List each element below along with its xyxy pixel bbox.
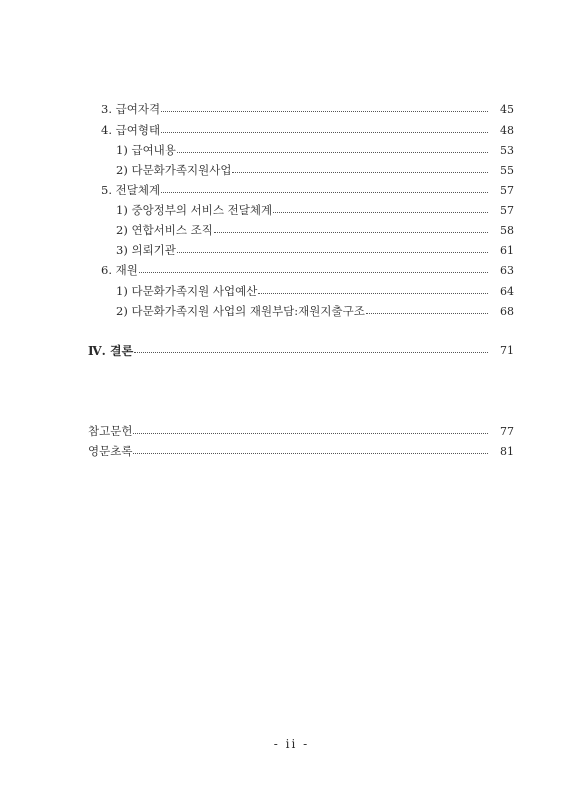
dot-leader — [232, 172, 488, 173]
dot-leader — [177, 252, 488, 253]
dot-leader — [177, 152, 488, 153]
dot-leader — [139, 272, 488, 273]
toc-entry[interactable] — [101, 182, 514, 198]
toc-entry[interactable] — [88, 423, 514, 439]
toc-entry-label: 참고문헌 — [88, 424, 133, 438]
toc-entry[interactable] — [101, 101, 514, 117]
toc-entry-label: 영문초록 — [88, 444, 133, 458]
toc-entry-label: 3. 급여자격 — [101, 102, 161, 116]
toc-entry[interactable] — [116, 303, 514, 319]
toc-entry-page: 68 — [500, 304, 514, 318]
toc-entry-label: 3) 의뢰기관 — [116, 243, 176, 257]
dot-leader — [161, 132, 488, 133]
dot-leader — [133, 433, 488, 434]
toc-entry-page: 57 — [500, 183, 514, 197]
toc-entry-page: 63 — [500, 263, 514, 277]
dot-leader — [366, 313, 488, 314]
toc-entry[interactable] — [101, 262, 514, 278]
dot-leader — [161, 192, 488, 193]
toc-entry[interactable] — [116, 142, 514, 158]
toc-entry[interactable] — [116, 242, 514, 258]
toc-entry-page: 55 — [500, 163, 514, 177]
dot-leader — [161, 111, 488, 112]
toc-entry-label: 6. 재원 — [101, 263, 138, 277]
toc-entry-page: 45 — [500, 102, 514, 116]
toc-entry-label: 4. 급여형태 — [101, 123, 161, 137]
toc-entry-page: 71 — [500, 343, 514, 357]
toc-entry-page: 53 — [500, 143, 514, 157]
toc-entry-label: 2) 다문화가족지원사업 — [116, 163, 232, 177]
toc-entry[interactable] — [101, 122, 514, 138]
toc-entry-label: 1) 다문화가족지원 사업예산 — [116, 284, 258, 298]
page-number: - ii - — [273, 737, 310, 751]
toc-entry-page: 58 — [500, 223, 514, 237]
toc-entry-page: 64 — [500, 284, 514, 298]
dot-leader — [273, 212, 488, 213]
toc-entry[interactable] — [116, 202, 514, 218]
toc-entry-page: 81 — [500, 444, 514, 458]
toc-entry-label: Ⅳ. 결론 — [88, 343, 134, 358]
toc-entry-label: 1) 중앙정부의 서비스 전달체계 — [116, 203, 273, 217]
dot-leader — [133, 453, 488, 454]
toc-entry[interactable] — [88, 443, 514, 459]
toc-entry-page: 61 — [500, 243, 514, 257]
toc-entry-page: 77 — [500, 424, 514, 438]
toc-entry-page: 57 — [500, 203, 514, 217]
toc-entry-label: 5. 전달체계 — [101, 183, 161, 197]
dot-leader — [134, 352, 488, 353]
toc-entry[interactable] — [116, 283, 514, 299]
toc-entry-label: 1) 급여내용 — [116, 143, 176, 157]
toc-entry-page: 48 — [500, 123, 514, 137]
dot-leader — [214, 232, 488, 233]
toc-entry-chapter[interactable] — [88, 342, 514, 358]
toc-entry[interactable] — [116, 162, 514, 178]
toc-entry-label: 2) 다문화가족지원 사업의 재원부담:재원지출구조 — [116, 304, 365, 318]
toc-entry-label: 2) 연합서비스 조직 — [116, 223, 213, 237]
dot-leader — [258, 293, 488, 294]
toc-entry[interactable] — [116, 222, 514, 238]
